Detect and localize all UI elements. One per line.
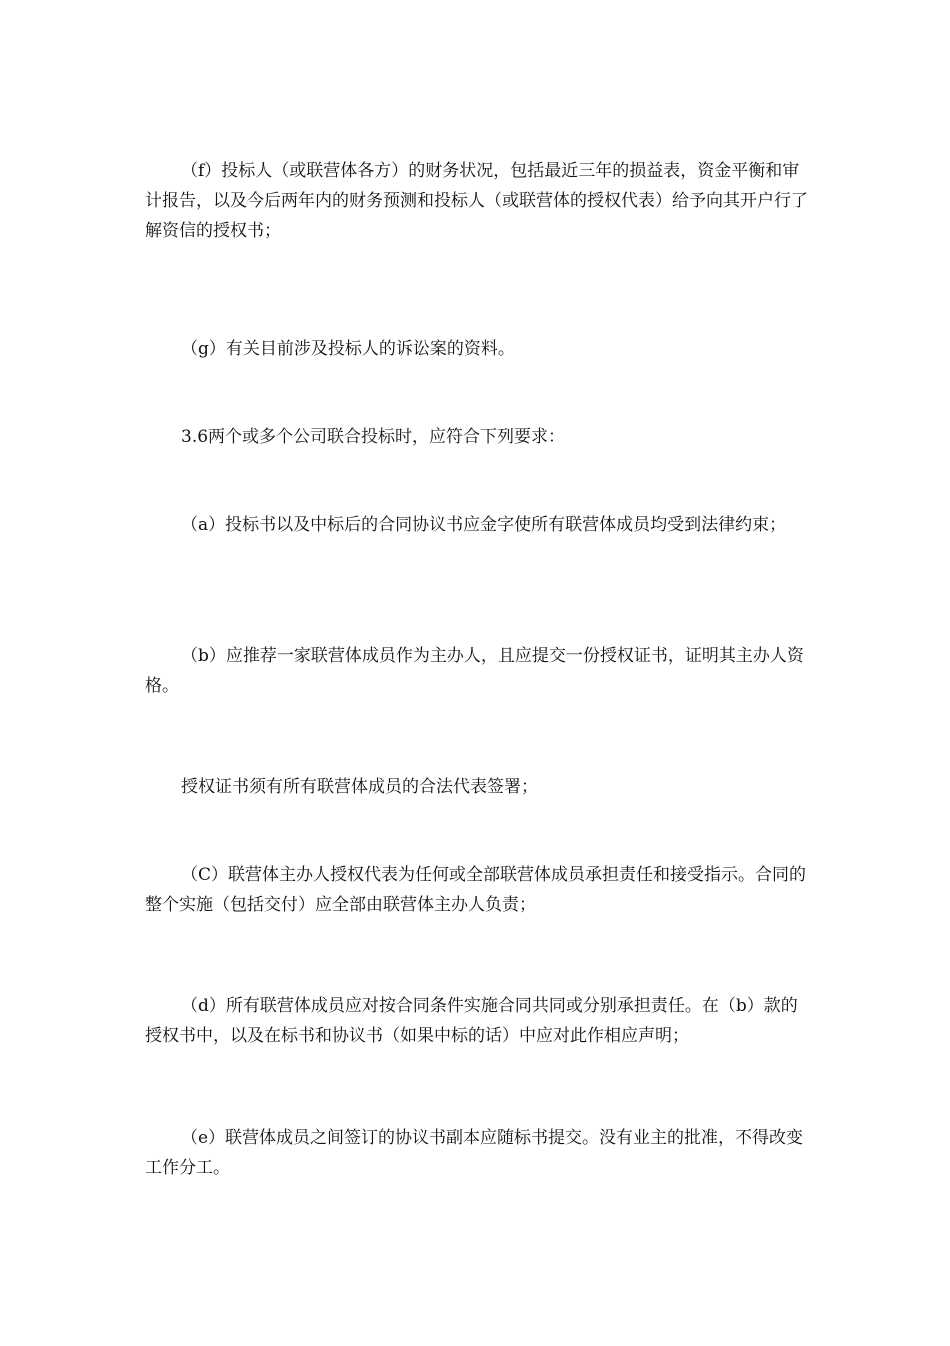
paragraph-f: （f）投标人（或联营体各方）的财务状况，包括最近三年的损益表，资金平衡和审计报告，以及今后两年内的财务预测和投标人（或联营体的授权代表）给予向其开户行了解资信的授权书； — [145, 161, 808, 241]
paragraph-b: （b）应推荐一家联营体成员作为主办人，且应提交一份授权证书，证明其主办人资格。 — [145, 646, 804, 696]
paragraph-a: （a）投标书以及中标后的合同协议书应金字使所有联营体成员均受到法律约束； — [181, 515, 787, 535]
paragraph-c: （C）联营体主办人授权代表为任何或全部联营体成员承担责任和接受指示。合同的整个实施（包括交付）应全部由联营体主办人负责； — [145, 865, 807, 915]
paragraph-g: （g）有关目前涉及投标人的诉讼案的资料。 — [181, 339, 515, 359]
paragraph-signature-note: 授权证书须有所有联营体成员的合法代表签署； — [181, 777, 538, 797]
paragraph-e: （e）联营体成员之间签订的协议书副本应随标书提交。没有业主的批准，不得改变工作分工。 — [145, 1128, 804, 1178]
paragraph-3-6: 3.6两个或多个公司联合投标时，应符合下列要求： — [181, 427, 566, 447]
paragraph-d: （d）所有联营体成员应对按合同条件实施合同共同或分别承担责任。在（b）款的授权书中，以及在标书和协议书（如果中标的话）中应对此作相应声明； — [145, 996, 798, 1046]
